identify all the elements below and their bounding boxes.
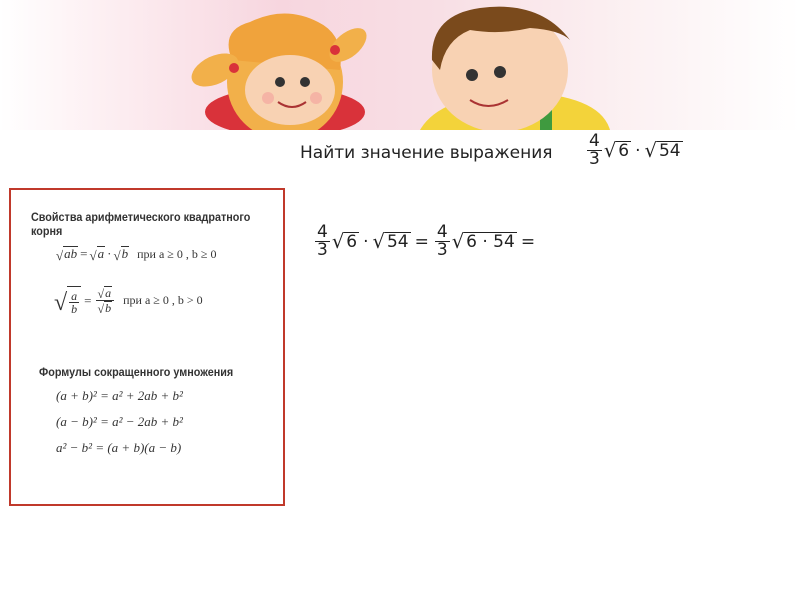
sqrt-icon: √	[97, 287, 105, 302]
radicand: a	[105, 286, 112, 300]
rule-sqrt-quotient	[54, 286, 203, 315]
formula-difference-of-squares: a² − b² = (a + b)(a − b)	[56, 440, 182, 455]
radicand: 6	[618, 140, 630, 161]
fraction	[587, 133, 602, 168]
multiply-dot: ·	[107, 246, 112, 261]
condition: при a ≥ 0 , b ≥ 0	[137, 246, 217, 261]
sqrt-icon: √	[644, 138, 657, 162]
sqrt-icon: √	[54, 290, 68, 317]
cartoon-children-illustration	[0, 0, 800, 130]
rule-sqrt-product	[56, 246, 216, 262]
fraction-numerator: a	[71, 289, 78, 304]
fraction-numerator: 4	[317, 222, 328, 242]
equals-sign: =	[414, 231, 429, 252]
fraction-denominator: 3	[436, 240, 448, 260]
sqrt-icon: √	[113, 247, 121, 263]
sqrt-icon: √	[89, 247, 97, 263]
sqrt-icon: √	[56, 247, 64, 263]
fraction-numerator: 4	[589, 131, 600, 151]
girl-illustration	[186, 14, 372, 131]
multiplication-formulas-heading: Формулы сокращенного умножения	[39, 365, 234, 379]
formula-square-sum: (a + b)² = a² + 2ab + b²	[56, 388, 183, 403]
equals-sign: =	[80, 246, 88, 261]
radicand: b	[121, 246, 129, 262]
sqrt-6	[331, 229, 359, 253]
radicand: a	[97, 246, 105, 262]
radicand: ab	[64, 246, 78, 262]
multiply-dot: ·	[363, 231, 369, 252]
radicand: 6	[346, 231, 358, 252]
sqrt-icon: √	[97, 302, 105, 317]
sqrt-icon: √	[331, 229, 345, 253]
fraction-numerator: 4	[436, 222, 448, 242]
multiply-dot: ·	[635, 140, 641, 161]
solution-expression	[313, 224, 539, 259]
sqrt-54	[644, 138, 683, 162]
fraction	[435, 224, 450, 259]
sqrt-icon: √	[451, 229, 465, 253]
fraction	[315, 224, 330, 259]
sqrt-icon: √	[603, 138, 617, 162]
sqrt-product	[451, 229, 517, 253]
reference-panel	[9, 188, 285, 506]
fraction-denominator: b	[71, 302, 78, 317]
radicand: 54	[658, 140, 681, 161]
fraction-denominator: 3	[589, 149, 600, 169]
condition: при a ≥ 0 , b > 0	[123, 293, 203, 308]
radicand: 6 · 54	[466, 231, 515, 252]
sqrt-6	[603, 138, 631, 162]
task-expression	[585, 133, 683, 168]
radicand: b	[105, 301, 112, 316]
equals-sign: =	[84, 292, 92, 308]
cartoon-banner	[0, 0, 800, 130]
task-prompt: Найти значение выражения	[300, 143, 553, 163]
formula-square-difference: (a − b)² = a² − 2ab + b²	[56, 414, 183, 429]
radicand: 54	[386, 231, 409, 252]
roots-properties-heading: Свойства арифметического квадратного корня	[31, 210, 251, 238]
sqrt-54	[372, 229, 411, 253]
boy-illustration	[420, 7, 610, 130]
fraction-denominator: 3	[317, 240, 328, 260]
equals-sign: =	[520, 231, 536, 252]
sqrt-icon: √	[372, 229, 385, 253]
